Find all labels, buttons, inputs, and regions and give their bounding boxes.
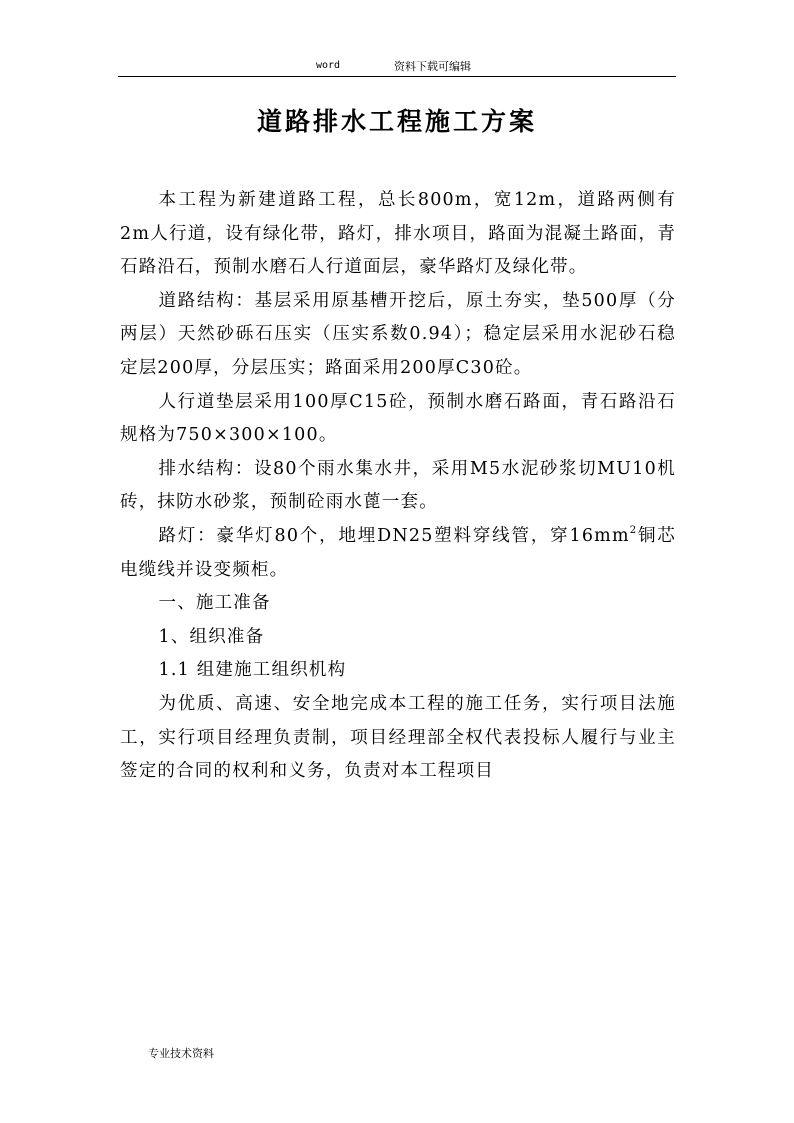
document-body — [120, 184, 676, 789]
paragraph-sidewalk: 人行道垫层采用100厚C15砼，预制水磨石路面，青石路沿石规格为750×300×100。 — [120, 391, 676, 446]
heading-organization-preparation: 1、组织准备 — [158, 626, 265, 647]
paragraph-drainage-structure: 排水结构：设80个雨水集水井，采用M5水泥砂浆切MU10机砖，抹防水砂浆，预制砼雨水蓖一套。 — [120, 458, 676, 513]
paragraph-road-structure: 道路结构：基层采用原基槽开挖后，原土夯实，垫500厚（分两层）天然砂砾石压实（压实系数0.94）；稳定层采用水泥砂石稳定层200厚，分层压实；路面采用200厚C30砼。 — [120, 290, 676, 378]
document-title: 道路排水工程施工方案 — [256, 107, 537, 136]
paragraph-lighting — [120, 520, 676, 587]
page-footer: 专业技术资料 — [148, 1047, 214, 1060]
page-header — [118, 56, 676, 77]
heading-organization-structure: 1.1 组建施工组织机构 — [158, 660, 347, 681]
header-right-text: 资料下载可编辑 — [394, 60, 471, 73]
lighting-superscript: 2 — [629, 524, 638, 536]
paragraph-project-overview: 本工程为新建道路工程，总长800m，宽12m，道路两侧有2m人行道，设有绿化带，路灯，排水项目，路面为混凝土路面，青石路沿石，预制水磨石人行道面层，豪华路灯及绿化带。 — [120, 190, 676, 278]
paragraph-project-management: 为优质、高速、安全地完成本工程的施工任务，实行项目法施工，实行项目经理负责制，项目经理部全权代表投标人履行与业主签定的合同的权利和义务，负责对本工程项目 — [120, 693, 676, 782]
lighting-text-after: 铜芯电缆线并设变频柜。 — [120, 525, 676, 580]
header-left-text: word — [316, 60, 341, 71]
heading-construction-preparation: 一、施工准备 — [158, 593, 271, 614]
lighting-text-before: 路灯：豪华灯80个，地埋DN25塑料穿线管，穿16mm — [158, 525, 630, 546]
